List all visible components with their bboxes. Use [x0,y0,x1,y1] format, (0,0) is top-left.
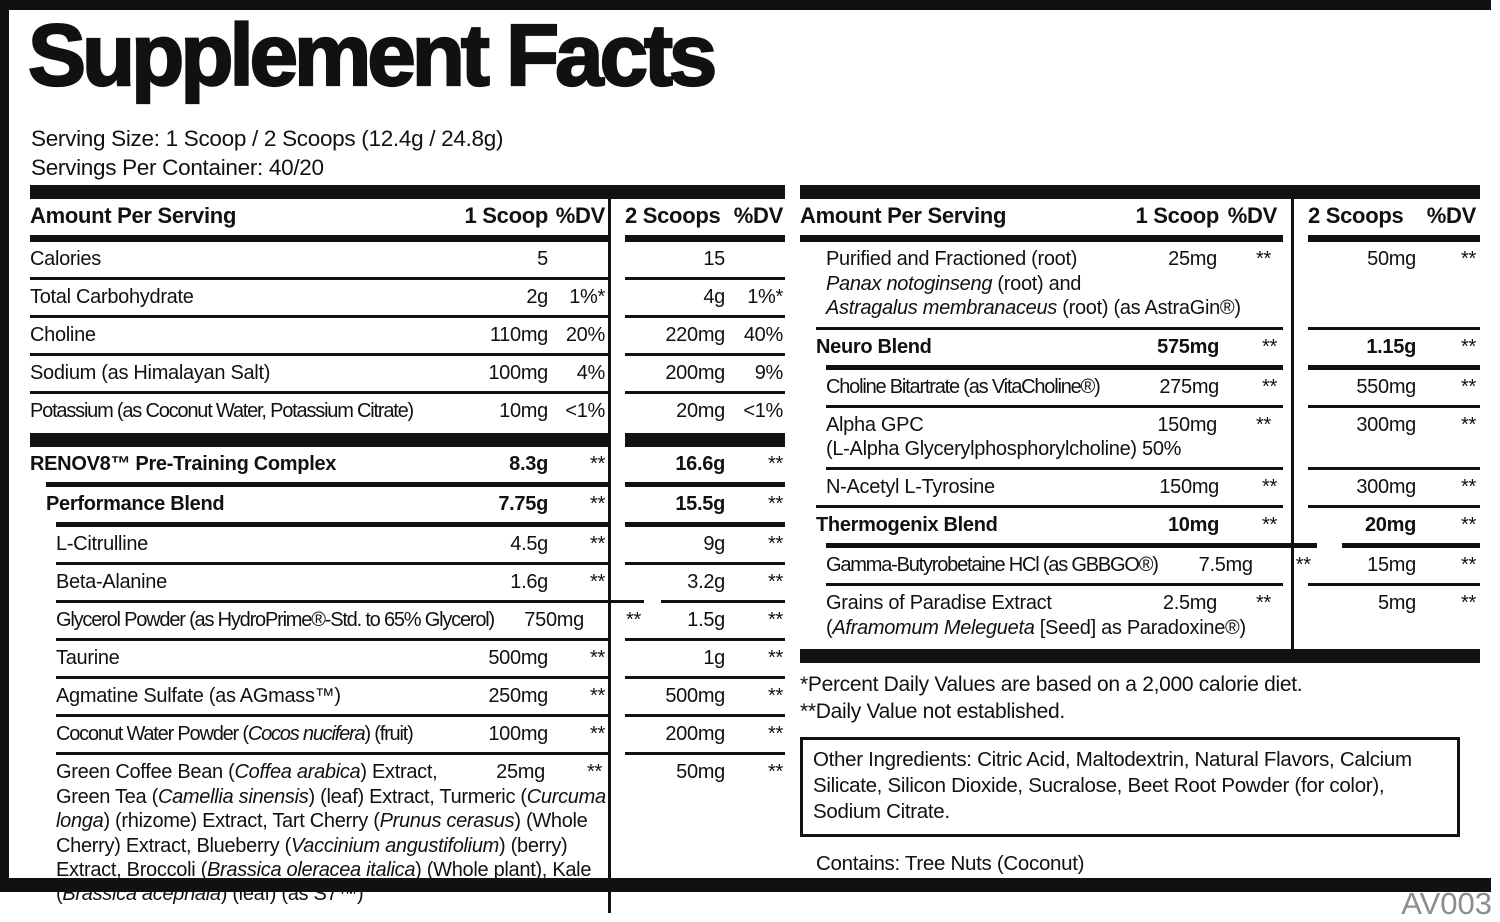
table-grid [800,185,1480,663]
ingredient-label: Taurine [56,647,120,670]
table-grid [30,185,785,913]
column-header-dv: %DV [1227,203,1277,228]
footnotes [800,672,1480,725]
amount-1scoop: 25mg [496,761,545,784]
dv-1scoop: ** [590,685,605,708]
amount-2scoops: 9g [703,533,725,556]
column-divider [608,199,611,913]
column-header-dv: %DV [733,203,783,228]
table-header-row [30,199,785,242]
dv-2scoops: ** [1461,413,1476,436]
dv-1scoop: ** [1256,248,1271,271]
dv-1scoop: ** [625,609,641,632]
dv-1scoop: ** [587,761,602,784]
allergen-statement: Contains: Tree Nuts (Coconut) [816,851,1085,875]
section-divider-bar [30,433,785,447]
label-border-left [0,0,9,892]
dv-2scoops: ** [1461,592,1476,615]
servings-per-container: Servings Per Container: 40/20 [31,155,324,181]
amount-2scoops: 50mg [1367,248,1416,271]
column-header-dv: %DV [1426,203,1476,228]
amount-2scoops: 1.15g [1366,335,1416,358]
nutrient-label: Choline [30,324,96,347]
amount-2scoops: 500mg [665,685,725,708]
dv-1scoop: ** [590,493,605,516]
dv-2scoops: <1% [743,400,783,423]
dv-1scoop: ** [590,533,605,556]
dv-1scoop: ** [590,647,605,670]
amount-2scoops: 300mg [1356,413,1416,436]
dv-2scoops: ** [768,533,783,556]
ingredient-label: Beta-Alanine [56,571,167,594]
ingredient-label: Glycerol Powder (as HydroPrime®-Std. to 65% Glycerol) [56,609,494,632]
table-row [30,315,785,353]
column-header-dv: %DV [555,203,605,228]
dv-2scoops: ** [1461,375,1476,398]
dv-2scoops: 1%* [747,286,783,309]
amount-2scoops: 1g [703,647,725,670]
amount-1scoop: 100mg [488,723,548,746]
table-row [800,467,1480,505]
table-row [30,638,785,676]
nutrient-label: Sodium (as Himalayan Salt) [30,362,271,385]
table-row [800,242,1480,326]
dv-1scoop: ** [1262,335,1277,358]
table-row [800,327,1480,365]
dv-2scoops: ** [768,609,783,632]
table-row [800,505,1480,543]
table-top-bar [30,185,785,199]
blend-title: RENOV8™ Pre-Training Complex [30,453,337,476]
amount-2scoops: 20mg [676,400,725,423]
amount-2scoops: 220mg [665,324,725,347]
amount-2scoops: 16.6g [675,453,725,476]
amount-2scoops: 300mg [1356,476,1416,499]
nutrient-label: Total Carbohydrate [30,286,194,309]
amount-2scoops: 3.2g [687,571,725,594]
amount-2scoops: 15mg [1367,554,1416,577]
amount-2scoops: 5mg [1377,592,1416,615]
label-code: AV003 [1401,886,1492,921]
table-row [30,242,785,277]
table-row [30,676,785,714]
dv-2scoops: ** [768,723,783,746]
ingredient-label: Choline Bitartrate (as VitaCholine®) [826,375,1100,398]
amount-1scoop: 100mg [488,362,548,385]
dv-1scoop: 20% [565,324,605,347]
nd-footnote: **Daily Value not established. [800,699,1065,723]
column-header-2scoops: 2 Scoops [1308,203,1404,228]
table-row [30,522,785,562]
dv-1scoop: 4% [576,362,605,385]
dv-2scoops: ** [768,493,783,516]
dv-2scoops: ** [1461,514,1476,537]
dv-1scoop: ** [1295,554,1311,577]
dv-1scoop: ** [1256,413,1271,436]
amount-2scoops: 50mg [676,761,725,784]
serving-size: Serving Size: 1 Scoop / 2 Scoops (12.4g / 24.8g) [31,126,504,151]
table-top-bar [800,185,1480,199]
dv-1scoop: 1%* [569,286,605,309]
amount-1scoop: 150mg [1157,413,1217,436]
amount-1scoop: 110mg [489,324,548,347]
ingredient-label: Coconut Water Powder (Cocos nucifera) (fruit) [56,723,413,746]
amount-2scoops: 20mg [1364,514,1416,537]
ingredient-label: Purified and Fractioned (root) Panax notoginseng (root) and Astragalus membranaceus (root) (as AstraGin®) [826,248,1241,320]
serving-info [31,124,503,183]
table-row [800,365,1480,405]
blend-title: Performance Blend [46,493,225,516]
dv-2scoops: ** [768,761,783,784]
dv-1scoop: ** [590,723,605,746]
dv-1scoop: ** [1262,514,1277,537]
dv-1scoop: ** [590,571,605,594]
dv-1scoop: <1% [565,400,605,423]
table-row [30,391,785,429]
column-header-2scoops: 2 Scoops [625,203,721,228]
ingredient-label: Green Coffee Bean (Coffea arabica) Extract, Green Tea (Camellia sinensis) (leaf) Extract, Turmeric (Curcuma longa) (rhizome) Extract, Tart Cherry (Prunus cerasus) (Whole Cherry) Extract, Blueberry (Vaccinium angustifolium) (berry) Extract, Broccoli (Brassica oleracea italica) (Whole plant), Kale (Brassica acephala) (leaf) (as S7™) [56,760,608,906]
dv-2scoops: ** [768,571,783,594]
column-header-1scoop: 1 Scoop [464,203,548,228]
blend-title: Neuro Blend [816,335,932,358]
column-header-amount: Amount Per Serving [800,203,1007,228]
table-row [30,600,785,638]
amount-2scoops: 200mg [665,362,725,385]
amount-1scoop: 275mg [1159,375,1219,398]
nutrient-label: Potassium (as Coconut Water, Potassium Citrate) [30,400,414,423]
ingredient-label: Alpha GPC (L-Alpha Glycerylphosphorylcholine) 50% [826,413,1182,460]
amount-1scoop: 10mg [1167,514,1219,537]
ingredient-label: Agmatine Sulfate (as AGmass™) [56,685,341,708]
amount-1scoop: 7.75g [498,493,548,516]
table-row [30,277,785,315]
amount-2scoops: 200mg [665,723,725,746]
table-row [800,583,1480,646]
amount-1scoop: 5 [537,248,548,271]
amount-2scoops: 4g [703,286,725,309]
dv-footnote: *Percent Daily Values are based on a 2,000 calorie diet. [800,673,1303,697]
amount-1scoop: 2g [526,286,548,309]
nutrient-label: Calories [30,248,101,271]
amount-2scoops: 15 [703,248,725,271]
amount-1scoop: 750mg [524,609,584,632]
amount-1scoop: 500mg [488,647,548,670]
dv-1scoop: ** [1256,592,1271,615]
table-row [30,447,785,482]
amount-1scoop: 4.5g [510,533,548,556]
dv-2scoops: ** [768,453,783,476]
ingredient-label: Gamma-Butyrobetaine HCl (as GBBGO®) [826,554,1158,577]
table-row [30,353,785,391]
column-divider [1291,199,1294,663]
ingredient-label: N-Acetyl L-Tyrosine [826,476,995,499]
amount-1scoop: 8.3g [509,453,548,476]
amount-1scoop: 2.5mg [1162,592,1217,615]
column-header-amount: Amount Per Serving [30,203,237,228]
other-ingredients-box: Other Ingredients: Citric Acid, Maltodextrin, Natural Flavors, Calcium Silicate, Silicon Dioxide, Sucralose, Beet Root Powder (for color), Sodium Citrate. [800,737,1460,836]
dv-2scoops: 9% [754,362,783,385]
dv-2scoops: ** [1461,248,1476,271]
amount-1scoop: 25mg [1168,248,1217,271]
column-header-1scoop: 1 Scoop [1135,203,1219,228]
amount-1scoop: 7.5mg [1198,554,1253,577]
table-header-row [800,199,1480,242]
dv-2scoops: ** [1461,554,1476,577]
blend-title: Thermogenix Blend [816,514,998,537]
ingredient-label: Grains of Paradise Extract (Aframomum Melegueta [Seed] as Paradoxine®) [826,592,1246,639]
dv-2scoops: ** [768,685,783,708]
amount-2scoops: 15.5g [675,493,725,516]
supplement-facts-table-left [30,185,785,913]
ingredient-label: L-Citrulline [56,533,148,556]
amount-1scoop: 10mg [499,400,548,423]
page-title: Supplement Facts [28,7,714,104]
amount-1scoop: 575mg [1157,335,1219,358]
amount-2scoops: 1.5g [687,609,725,632]
table-row [30,482,785,522]
dv-2scoops: ** [768,647,783,670]
amount-1scoop: 150mg [1159,476,1219,499]
dv-1scoop: ** [1262,476,1277,499]
amount-2scoops: 550mg [1356,375,1416,398]
table-row [30,752,785,912]
table-row [30,562,785,600]
table-row [30,714,785,752]
amount-1scoop: 250mg [488,685,548,708]
table-row [800,543,1480,583]
dv-2scoops: ** [1461,335,1476,358]
dv-2scoops: ** [1461,476,1476,499]
dv-2scoops: 40% [743,324,783,347]
table-row [800,405,1480,468]
section-divider-bar [800,649,1480,663]
supplement-facts-table-right [800,185,1480,877]
dv-1scoop: ** [590,453,605,476]
dv-1scoop: ** [1262,375,1277,398]
amount-1scoop: 1.6g [510,571,548,594]
